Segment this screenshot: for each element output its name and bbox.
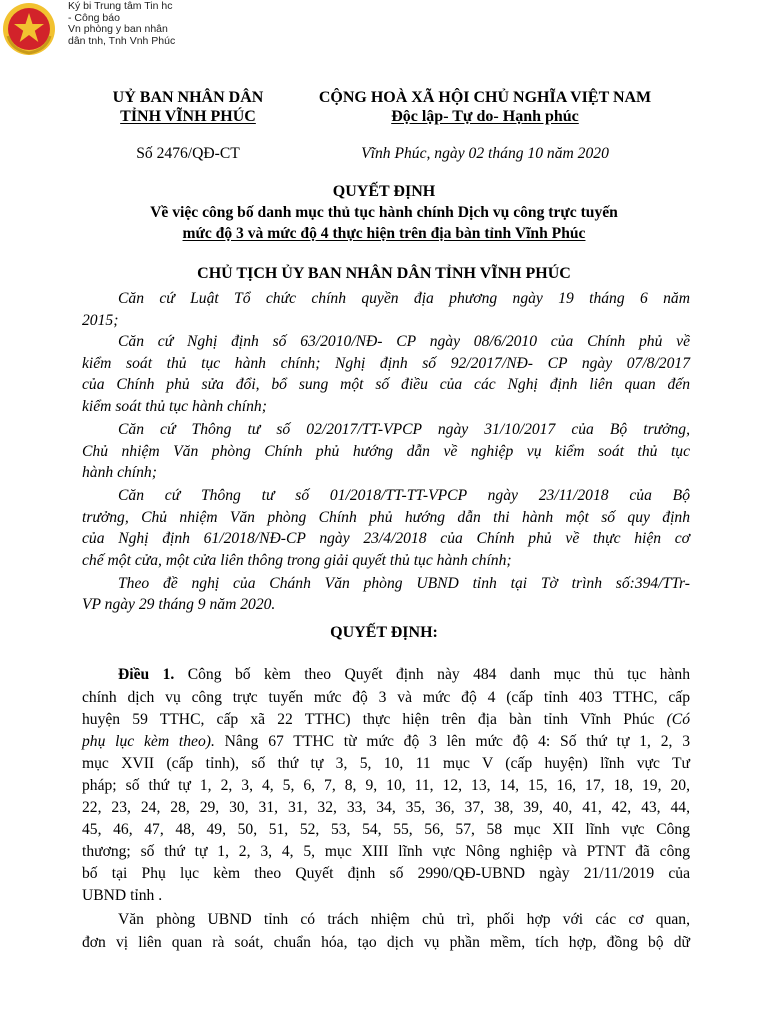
article-1-italic-text: phụ lục kèm theo). bbox=[82, 733, 215, 750]
article-1-line bbox=[118, 664, 690, 686]
article-1-line: pháp; số thứ tự 1, 2, 3, 4, 5, 6, 7, 8, 9, 10, 11, 12, 13, 14, 15, 16, 17, 18, 19, 20, bbox=[82, 777, 690, 794]
preamble-line: Căn cứ Thông tư số 01/2018/TT-TT-VPCP ngày 23/11/2018 của Bộ bbox=[118, 487, 690, 504]
document-subtitle-text: mức độ 3 và mức độ 4 thực hiện trên địa bàn tỉnh Vĩnh Phúc bbox=[182, 225, 586, 242]
national-emblem-icon bbox=[2, 2, 56, 56]
digital-signature-text bbox=[68, 1, 238, 47]
document-subtitle-line2 bbox=[0, 225, 768, 243]
preamble-line: trưởng, Chủ nhiệm Văn phòng Chính phủ hướng dẫn thi hành một số quy định bbox=[82, 509, 690, 526]
article-1-line: Văn phòng UBND tỉnh có trách nhiệm chủ trì, phối hợp với các cơ quan, bbox=[118, 911, 690, 928]
preamble-line: kiểm soát thủ tục hành chính; Nghị định số 92/2017/NĐ- CP ngày 07/8/2017 bbox=[82, 355, 690, 372]
agency-name: UỶ BAN NHÂN DÂN bbox=[112, 89, 264, 106]
article-1-line bbox=[82, 709, 690, 731]
article-1-label: Điều 1. bbox=[118, 666, 175, 683]
article-1-line: UBND tỉnh . bbox=[82, 887, 163, 904]
signature-line: dân tnh, Tnh Vnh Phúc bbox=[68, 34, 176, 47]
place-date: Vĩnh Phúc, ngày 02 tháng 10 năm 2020 bbox=[361, 145, 609, 162]
article-1-line: mục XVII (cấp tỉnh), số thứ tự 3, 5, 10, 11 mục V (cấp huyện) lĩnh vực Tư bbox=[82, 755, 690, 772]
preamble-line: Theo đề nghị của Chánh Văn phòng UBND tỉnh tại Tờ trình số:394/TTr- bbox=[118, 575, 690, 592]
signature-line: Ký bi Trung tâm Tin hc bbox=[68, 0, 173, 12]
article-1-italic-text: (Có bbox=[666, 711, 690, 728]
preamble-line: Chủ nhiệm Văn phòng Chính phủ hướng dẫn về nghiệp vụ kiểm soát thủ tục bbox=[82, 443, 690, 460]
preamble-line: Căn cứ Nghị định số 63/2010/NĐ- CP ngày 08/6/2010 của Chính phủ về bbox=[118, 333, 690, 350]
nation-motto-wrap bbox=[290, 107, 680, 127]
decision-heading: QUYẾT ĐỊNH: bbox=[330, 624, 438, 641]
preamble-line: VP ngày 29 tháng 9 năm 2020. bbox=[82, 596, 276, 613]
preamble-line: hành chính; bbox=[82, 464, 157, 481]
preamble-line: kiểm soát thủ tục hành chính; bbox=[82, 398, 267, 415]
article-1-line: đơn vị liên quan rà soát, chuẩn hóa, tạo dịch vụ phần mềm, tích hợp, đồng bộ dữ bbox=[82, 934, 690, 951]
article-1-text: huyện 59 TTHC, cấp xã 22 TTHC) thực hiện trên địa bàn tỉnh Vĩnh Phúc bbox=[82, 711, 655, 728]
preamble-line: chế một cửa, một cửa liên thông trong giải quyết thủ tục hành chính; bbox=[82, 552, 512, 569]
article-1-text: Nâng 67 TTHC từ mức độ 3 lên mức độ 4: Số thứ tự 1, 2, 3 bbox=[224, 733, 690, 750]
preamble-line: Căn cứ Luật Tổ chức chính quyền địa phương ngày 19 tháng 6 năm bbox=[118, 290, 690, 307]
preamble-line: của Chính phủ sửa đổi, bổ sung một số điều của các Nghị định liên quan đến bbox=[82, 376, 690, 393]
nation-motto: Độc lập- Tự do- Hạnh phúc bbox=[391, 108, 579, 125]
signature-line: Vn phòng y ban nhân bbox=[68, 23, 168, 35]
issuing-authority: CHỦ TỊCH ỦY BAN NHÂN DÂN TỈNH VĨNH PHÚC bbox=[197, 265, 571, 282]
agency-province: TỈNH VĨNH PHÚC bbox=[120, 108, 256, 125]
signature-line: - Công báo bbox=[68, 11, 120, 24]
article-1-text: Công bố kèm theo Quyết định này 484 danh mục thủ tục hành bbox=[187, 666, 691, 683]
article-1-line: 22, 23, 24, 28, 29, 30, 31, 31, 32, 33, 34, 35, 36, 37, 38, 39, 40, 41, 42, 43, 44, bbox=[82, 799, 690, 816]
document-subtitle-line1: Về việc công bố danh mục thủ tục hành chính Dịch vụ công trực tuyến bbox=[150, 204, 618, 221]
article-1-line bbox=[82, 731, 690, 753]
preamble-line: của Nghị định 61/2018/NĐ-CP ngày 23/4/2018 của Chính phủ về thực hiện cơ bbox=[82, 530, 690, 547]
preamble-line: 2015; bbox=[82, 312, 119, 329]
document-number: Số 2476/QĐ-CT bbox=[136, 145, 240, 162]
article-1-line: thương; số thứ tự 1, 2, 3, 4, 5, mục XIII lĩnh vực Nông nghiệp và PTNT đã công bbox=[82, 843, 690, 860]
agency-province-wrap bbox=[92, 107, 284, 127]
preamble-line: Căn cứ Thông tư số 02/2017/TT-VPCP ngày 31/10/2017 của Bộ trưởng, bbox=[118, 421, 690, 438]
article-1-line: 45, 46, 47, 48, 49, 50, 51, 52, 53, 54, 55, 56, 57, 58 mục XII lĩnh vực Công bbox=[82, 821, 690, 838]
article-1-line: chính dịch vụ công trực tuyến mức độ 3 và mức độ 4 (cấp tỉnh 403 TTHC, cấp bbox=[82, 689, 690, 706]
nation-name: CỘNG HOÀ XÃ HỘI CHỦ NGHĨA VIỆT NAM bbox=[318, 89, 652, 106]
article-1-line: bố tại Phụ lục kèm theo Quyết định số 2990/QĐ-UBND ngày 21/11/2019 của bbox=[82, 865, 690, 882]
document-title: QUYẾT ĐỊNH bbox=[332, 183, 436, 200]
